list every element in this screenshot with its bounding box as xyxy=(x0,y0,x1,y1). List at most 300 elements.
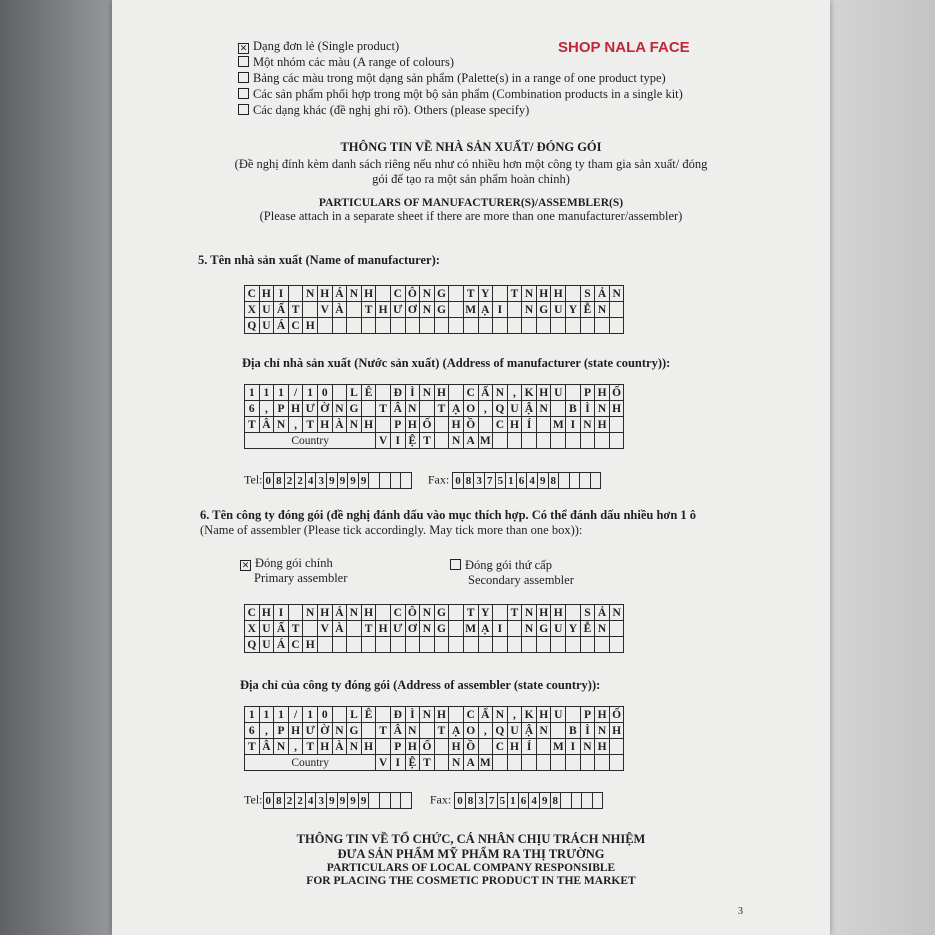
grid-cell[interactable]: U xyxy=(259,302,274,318)
digit-cell[interactable]: 5 xyxy=(495,473,506,489)
grid-cell[interactable]: À xyxy=(332,417,347,433)
grid-cell[interactable]: , xyxy=(288,739,303,755)
grid-cell[interactable]: T xyxy=(434,401,449,417)
grid-cell[interactable]: N xyxy=(595,621,610,637)
grid-cell[interactable] xyxy=(551,318,566,334)
grid-cell[interactable]: , xyxy=(507,707,522,723)
grid-cell[interactable]: N xyxy=(493,385,508,401)
grid-cell[interactable] xyxy=(595,318,610,334)
grid-cell[interactable]: U xyxy=(551,707,566,723)
grid-cell[interactable]: L xyxy=(347,707,362,723)
grid-cell[interactable]: H xyxy=(405,739,420,755)
digit-cell[interactable]: 3 xyxy=(316,473,327,489)
grid-cell[interactable] xyxy=(434,318,449,334)
grid-cell[interactable]: T xyxy=(463,286,478,302)
grid-cell[interactable]: U xyxy=(551,302,566,318)
digit-cell[interactable]: 8 xyxy=(463,473,474,489)
grid-cell[interactable] xyxy=(347,637,362,653)
grid-cell[interactable]: N xyxy=(595,723,610,739)
country-cell[interactable] xyxy=(595,755,610,771)
digit-cell[interactable]: 0 xyxy=(453,473,464,489)
grid-cell[interactable] xyxy=(449,286,464,302)
grid-cell[interactable]: C xyxy=(493,739,508,755)
grid-cell[interactable] xyxy=(317,637,332,653)
grid-cell[interactable]: G xyxy=(536,302,551,318)
digit-cell[interactable] xyxy=(390,473,401,489)
country-cell[interactable] xyxy=(595,433,610,449)
grid-cell[interactable]: C xyxy=(390,286,405,302)
grid-cell[interactable]: I xyxy=(493,302,508,318)
country-cell[interactable]: A xyxy=(463,433,478,449)
grid-cell[interactable]: G xyxy=(434,621,449,637)
digit-cell[interactable]: 8 xyxy=(550,793,561,809)
grid-cell[interactable]: Á xyxy=(274,318,289,334)
assembler-fax-field[interactable] xyxy=(454,792,603,809)
digit-cell[interactable]: 9 xyxy=(348,793,359,809)
secondary-assembler-option[interactable]: Đóng gói thứ cấp Secondary assembler xyxy=(450,558,574,588)
grid-cell[interactable]: C xyxy=(390,605,405,621)
grid-cell[interactable]: Ễ xyxy=(580,302,595,318)
grid-cell[interactable] xyxy=(478,318,493,334)
grid-cell[interactable]: , xyxy=(259,723,274,739)
country-cell[interactable]: M xyxy=(479,756,491,769)
grid-cell[interactable]: T xyxy=(376,401,391,417)
manufacturer-tel-field[interactable] xyxy=(263,472,412,489)
grid-cell[interactable] xyxy=(361,318,376,334)
grid-cell[interactable]: T xyxy=(303,739,318,755)
grid-cell[interactable]: H xyxy=(536,286,551,302)
grid-cell[interactable]: Y xyxy=(566,621,581,637)
grid-cell[interactable] xyxy=(288,286,303,302)
grid-cell[interactable]: H xyxy=(317,739,332,755)
grid-cell[interactable] xyxy=(522,637,537,653)
grid-cell[interactable]: T xyxy=(303,417,318,433)
grid-cell[interactable] xyxy=(566,385,581,401)
grid-cell[interactable] xyxy=(493,318,508,334)
digit-cell[interactable]: 4 xyxy=(527,473,538,489)
grid-cell[interactable] xyxy=(493,637,508,653)
country-cell[interactable] xyxy=(536,755,551,771)
grid-cell[interactable]: H xyxy=(434,707,449,723)
grid-cell[interactable]: N xyxy=(420,707,435,723)
grid-cell[interactable]: N xyxy=(332,723,347,739)
grid-cell[interactable]: N xyxy=(274,417,289,433)
grid-cell[interactable]: / xyxy=(288,385,303,401)
grid-cell[interactable]: B xyxy=(566,401,581,417)
digit-cell[interactable]: 9 xyxy=(348,473,359,489)
grid-cell[interactable]: N xyxy=(536,401,551,417)
grid-cell[interactable]: H xyxy=(317,417,332,433)
digit-cell[interactable] xyxy=(559,473,570,489)
grid-cell[interactable]: Â xyxy=(390,723,405,739)
digit-cell[interactable]: 8 xyxy=(274,473,285,489)
grid-cell[interactable]: N xyxy=(580,417,595,433)
country-cell[interactable] xyxy=(551,755,566,771)
digit-cell[interactable] xyxy=(390,793,401,809)
grid-cell[interactable] xyxy=(551,723,566,739)
grid-cell[interactable] xyxy=(551,401,566,417)
grid-cell[interactable]: H xyxy=(259,286,274,302)
country-cell[interactable]: I xyxy=(390,433,405,449)
digit-cell[interactable] xyxy=(590,473,601,489)
grid-cell[interactable]: I xyxy=(566,417,581,433)
grid-cell[interactable]: O xyxy=(463,723,478,739)
grid-cell[interactable]: V xyxy=(317,621,332,637)
country-cell[interactable]: V xyxy=(376,433,391,449)
grid-cell[interactable] xyxy=(405,637,420,653)
grid-cell[interactable]: P xyxy=(274,401,289,417)
grid-cell[interactable]: H xyxy=(595,385,610,401)
grid-cell[interactable]: Đ xyxy=(390,385,405,401)
grid-cell[interactable]: K xyxy=(522,385,537,401)
grid-cell[interactable]: C xyxy=(245,605,260,621)
country-cell[interactable]: A xyxy=(463,755,478,771)
grid-cell[interactable]: H xyxy=(434,385,449,401)
grid-cell[interactable]: U xyxy=(259,637,274,653)
grid-cell[interactable]: Â xyxy=(390,401,405,417)
grid-cell[interactable]: N xyxy=(347,417,362,433)
grid-cell[interactable]: Ì xyxy=(405,385,420,401)
grid-cell[interactable] xyxy=(347,302,362,318)
country-cell[interactable] xyxy=(507,755,522,771)
grid-cell[interactable]: Ẩ xyxy=(478,707,493,723)
grid-cell[interactable] xyxy=(449,605,464,621)
grid-cell[interactable]: G xyxy=(347,723,362,739)
digit-cell[interactable] xyxy=(571,793,582,809)
grid-cell[interactable]: 1 xyxy=(303,385,318,401)
grid-cell[interactable]: L xyxy=(347,385,362,401)
country-cell[interactable] xyxy=(522,755,537,771)
grid-cell[interactable]: N xyxy=(347,605,362,621)
digit-cell[interactable]: 1 xyxy=(506,473,517,489)
option-others[interactable]: Các dạng khác (đề nghị ghi rõ). Others (please specify) xyxy=(238,102,683,118)
grid-cell[interactable]: T xyxy=(434,723,449,739)
grid-cell[interactable]: Ậ xyxy=(522,723,537,739)
grid-cell[interactable] xyxy=(478,417,493,433)
digit-cell[interactable]: 9 xyxy=(337,473,348,489)
digit-cell[interactable]: 6 xyxy=(518,793,529,809)
grid-cell[interactable]: T xyxy=(507,286,522,302)
digit-cell[interactable]: 3 xyxy=(316,793,327,809)
grid-cell[interactable]: 1 xyxy=(274,707,289,723)
digit-cell[interactable] xyxy=(582,793,593,809)
grid-cell[interactable] xyxy=(376,385,391,401)
grid-cell[interactable] xyxy=(347,621,362,637)
digit-cell[interactable]: 6 xyxy=(516,473,527,489)
digit-cell[interactable]: 9 xyxy=(537,473,548,489)
digit-cell[interactable]: 9 xyxy=(327,473,338,489)
grid-cell[interactable]: N xyxy=(595,401,610,417)
grid-cell[interactable]: Q xyxy=(245,318,260,334)
primary-assembler-option[interactable]: ✕ Đóng gói chính Primary assembler xyxy=(241,556,348,585)
grid-cell[interactable]: T xyxy=(288,621,303,637)
grid-cell[interactable]: N xyxy=(420,286,435,302)
grid-cell[interactable]: 0 xyxy=(317,707,332,723)
digit-cell[interactable]: 1 xyxy=(508,793,519,809)
grid-cell[interactable] xyxy=(390,318,405,334)
grid-cell[interactable]: P xyxy=(580,707,595,723)
grid-cell[interactable]: N xyxy=(274,739,289,755)
grid-cell[interactable] xyxy=(332,385,347,401)
digit-cell[interactable] xyxy=(580,473,591,489)
digit-cell[interactable]: 9 xyxy=(358,793,369,809)
grid-cell[interactable]: T xyxy=(288,302,303,318)
grid-cell[interactable]: N xyxy=(609,286,624,302)
digit-cell[interactable]: 2 xyxy=(284,473,295,489)
grid-cell[interactable] xyxy=(347,318,362,334)
grid-cell[interactable]: U xyxy=(259,621,274,637)
grid-cell[interactable]: Y xyxy=(478,605,493,621)
grid-cell[interactable] xyxy=(566,286,581,302)
grid-cell[interactable]: P xyxy=(274,723,289,739)
grid-cell[interactable]: Ư xyxy=(390,302,405,318)
grid-cell[interactable] xyxy=(449,385,464,401)
grid-cell[interactable]: H xyxy=(288,723,303,739)
grid-cell[interactable] xyxy=(420,637,435,653)
grid-cell[interactable] xyxy=(361,637,376,653)
grid-cell[interactable]: H xyxy=(595,707,610,723)
grid-cell[interactable]: Ì xyxy=(580,401,595,417)
grid-cell[interactable] xyxy=(288,605,303,621)
grid-cell[interactable] xyxy=(303,302,318,318)
grid-cell[interactable]: À xyxy=(332,302,347,318)
grid-cell[interactable] xyxy=(507,302,522,318)
grid-cell[interactable]: H xyxy=(376,621,391,637)
grid-cell[interactable]: H xyxy=(551,605,566,621)
grid-cell[interactable]: Ư xyxy=(390,621,405,637)
assembler-tel-field[interactable] xyxy=(263,792,412,809)
grid-cell[interactable]: Ô xyxy=(405,605,420,621)
grid-cell[interactable] xyxy=(376,707,391,723)
grid-cell[interactable]: U xyxy=(507,401,522,417)
grid-cell[interactable]: N xyxy=(522,286,537,302)
grid-cell[interactable]: Í xyxy=(522,417,537,433)
grid-cell[interactable] xyxy=(449,621,464,637)
grid-cell[interactable]: N xyxy=(303,286,318,302)
grid-cell[interactable]: Ẩ xyxy=(478,385,493,401)
grid-cell[interactable]: , xyxy=(507,385,522,401)
grid-cell[interactable] xyxy=(536,417,551,433)
grid-cell[interactable] xyxy=(609,417,624,433)
grid-cell[interactable]: T xyxy=(361,302,376,318)
grid-cell[interactable]: I xyxy=(493,621,508,637)
grid-cell[interactable]: H xyxy=(405,417,420,433)
grid-cell[interactable]: Q xyxy=(245,637,260,653)
digit-cell[interactable]: 8 xyxy=(274,793,285,809)
grid-cell[interactable] xyxy=(303,621,318,637)
grid-cell[interactable]: 6 xyxy=(245,723,260,739)
grid-cell[interactable]: U xyxy=(551,621,566,637)
grid-cell[interactable]: N xyxy=(536,723,551,739)
grid-cell[interactable]: N xyxy=(420,302,435,318)
grid-cell[interactable]: Y xyxy=(478,286,493,302)
grid-cell[interactable] xyxy=(434,739,449,755)
grid-cell[interactable]: H xyxy=(449,739,464,755)
grid-cell[interactable]: N xyxy=(405,723,420,739)
grid-cell[interactable]: H xyxy=(361,286,376,302)
digit-cell[interactable] xyxy=(561,793,572,809)
grid-cell[interactable]: À xyxy=(332,621,347,637)
grid-cell[interactable]: Ố xyxy=(609,707,624,723)
manufacturer-fax-field[interactable] xyxy=(452,472,601,489)
grid-cell[interactable]: S xyxy=(580,286,595,302)
grid-cell[interactable]: Đ xyxy=(390,707,405,723)
option-single[interactable]: ✕ Dạng đơn lẻ (Single product) xyxy=(239,39,400,53)
digit-cell[interactable]: 7 xyxy=(486,793,497,809)
digit-cell[interactable]: 8 xyxy=(548,473,559,489)
country-cell[interactable]: N xyxy=(449,755,464,771)
grid-cell[interactable]: M xyxy=(552,418,564,431)
country-cell[interactable] xyxy=(566,755,581,771)
grid-cell[interactable]: P xyxy=(390,739,405,755)
grid-cell[interactable]: N xyxy=(522,302,537,318)
grid-cell[interactable]: N xyxy=(522,621,537,637)
grid-cell[interactable]: H xyxy=(609,723,624,739)
grid-cell[interactable]: T xyxy=(376,723,391,739)
grid-cell[interactable]: , xyxy=(478,401,493,417)
grid-cell[interactable]: Ê xyxy=(361,707,376,723)
grid-cell[interactable]: U xyxy=(507,723,522,739)
grid-cell[interactable]: N xyxy=(493,707,508,723)
grid-cell[interactable] xyxy=(376,318,391,334)
grid-cell[interactable] xyxy=(376,286,391,302)
grid-cell[interactable]: , xyxy=(478,723,493,739)
grid-cell[interactable]: N xyxy=(420,385,435,401)
grid-cell[interactable]: Ê xyxy=(361,385,376,401)
grid-cell[interactable]: 1 xyxy=(259,707,274,723)
grid-cell[interactable]: G xyxy=(434,605,449,621)
digit-cell[interactable]: 3 xyxy=(476,793,487,809)
country-cell[interactable] xyxy=(609,755,624,771)
grid-cell[interactable]: Â xyxy=(259,417,274,433)
digit-cell[interactable]: 0 xyxy=(263,473,274,489)
digit-cell[interactable]: 4 xyxy=(305,473,316,489)
grid-cell[interactable]: H xyxy=(317,286,332,302)
grid-cell[interactable] xyxy=(580,318,595,334)
digit-cell[interactable]: 5 xyxy=(497,793,508,809)
grid-cell[interactable]: 1 xyxy=(303,707,318,723)
digit-cell[interactable]: 9 xyxy=(358,473,369,489)
grid-cell[interactable]: C xyxy=(288,637,303,653)
option-colours[interactable]: Một nhóm các màu (A range of colours) xyxy=(238,54,683,70)
grid-cell[interactable]: N xyxy=(347,739,362,755)
grid-cell[interactable]: T xyxy=(245,739,260,755)
digit-cell[interactable]: 7 xyxy=(484,473,495,489)
grid-cell[interactable]: Ạ xyxy=(449,401,464,417)
grid-cell[interactable]: H xyxy=(361,605,376,621)
digit-cell[interactable]: 4 xyxy=(305,793,316,809)
digit-cell[interactable]: 2 xyxy=(295,793,306,809)
grid-cell[interactable]: N xyxy=(522,605,537,621)
grid-cell[interactable]: Ồ xyxy=(463,417,478,433)
grid-cell[interactable]: Ạ xyxy=(478,621,493,637)
grid-cell[interactable] xyxy=(420,318,435,334)
grid-cell[interactable]: N xyxy=(303,605,318,621)
grid-cell[interactable] xyxy=(609,318,624,334)
country-cell[interactable] xyxy=(609,433,624,449)
country-cell[interactable]: I xyxy=(390,755,405,771)
grid-cell[interactable]: Ố xyxy=(420,739,435,755)
grid-cell[interactable] xyxy=(449,318,464,334)
digit-cell[interactable] xyxy=(369,793,380,809)
country-cell[interactable] xyxy=(434,433,449,449)
grid-cell[interactable] xyxy=(332,707,347,723)
grid-cell[interactable] xyxy=(609,637,624,653)
grid-cell[interactable]: Y xyxy=(566,302,581,318)
grid-cell[interactable]: 1 xyxy=(245,385,260,401)
country-cell[interactable]: Ệ xyxy=(405,755,420,771)
grid-cell[interactable] xyxy=(493,286,508,302)
grid-cell[interactable]: 1 xyxy=(274,385,289,401)
grid-cell[interactable]: 0 xyxy=(317,385,332,401)
grid-cell[interactable] xyxy=(317,318,332,334)
grid-cell[interactable]: M xyxy=(465,622,477,635)
grid-cell[interactable]: S xyxy=(580,605,595,621)
grid-cell[interactable]: C xyxy=(288,318,303,334)
grid-cell[interactable] xyxy=(376,417,391,433)
grid-cell[interactable] xyxy=(536,739,551,755)
grid-cell[interactable]: Ậ xyxy=(522,401,537,417)
country-cell[interactable]: Ệ xyxy=(405,433,420,449)
country-cell[interactable] xyxy=(493,433,508,449)
grid-cell[interactable]: X xyxy=(245,621,260,637)
grid-cell[interactable]: / xyxy=(288,707,303,723)
grid-cell[interactable]: K xyxy=(522,707,537,723)
grid-cell[interactable]: Ố xyxy=(609,385,624,401)
grid-cell[interactable] xyxy=(609,302,624,318)
digit-cell[interactable]: 2 xyxy=(295,473,306,489)
grid-cell[interactable]: V xyxy=(317,302,332,318)
grid-cell[interactable]: Q xyxy=(493,723,508,739)
grid-cell[interactable] xyxy=(507,621,522,637)
country-cell[interactable] xyxy=(507,433,522,449)
option-palette[interactable]: Bảng các màu trong một dạng sản phẩm (Palette(s) in a range of one product type) xyxy=(238,70,683,86)
grid-cell[interactable] xyxy=(507,637,522,653)
grid-cell[interactable]: Ấ xyxy=(274,302,289,318)
grid-cell[interactable]: Ễ xyxy=(580,621,595,637)
grid-cell[interactable]: Ư xyxy=(303,723,318,739)
grid-cell[interactable] xyxy=(463,637,478,653)
grid-cell[interactable]: H xyxy=(317,605,332,621)
grid-cell[interactable]: X xyxy=(245,302,260,318)
grid-cell[interactable] xyxy=(609,739,624,755)
grid-cell[interactable] xyxy=(595,637,610,653)
country-cell[interactable] xyxy=(522,433,537,449)
country-cell[interactable] xyxy=(551,433,566,449)
grid-cell[interactable]: H xyxy=(449,417,464,433)
grid-cell[interactable]: Q xyxy=(493,401,508,417)
grid-cell[interactable] xyxy=(376,605,391,621)
digit-cell[interactable]: 8 xyxy=(465,793,476,809)
grid-cell[interactable]: H xyxy=(288,401,303,417)
grid-cell[interactable]: N xyxy=(405,401,420,417)
digit-cell[interactable]: 4 xyxy=(529,793,540,809)
grid-cell[interactable]: I xyxy=(274,286,289,302)
grid-cell[interactable]: H xyxy=(536,385,551,401)
grid-cell[interactable] xyxy=(420,723,435,739)
grid-cell[interactable] xyxy=(478,637,493,653)
grid-cell[interactable] xyxy=(463,318,478,334)
grid-cell[interactable]: Í xyxy=(522,739,537,755)
grid-cell[interactable] xyxy=(536,637,551,653)
grid-cell[interactable]: U xyxy=(551,385,566,401)
digit-cell[interactable]: 9 xyxy=(337,793,348,809)
grid-cell[interactable]: Ồ xyxy=(463,739,478,755)
country-cell[interactable]: V xyxy=(376,755,391,771)
country-cell[interactable]: N xyxy=(449,433,464,449)
grid-cell[interactable] xyxy=(434,637,449,653)
grid-cell[interactable]: T xyxy=(463,605,478,621)
